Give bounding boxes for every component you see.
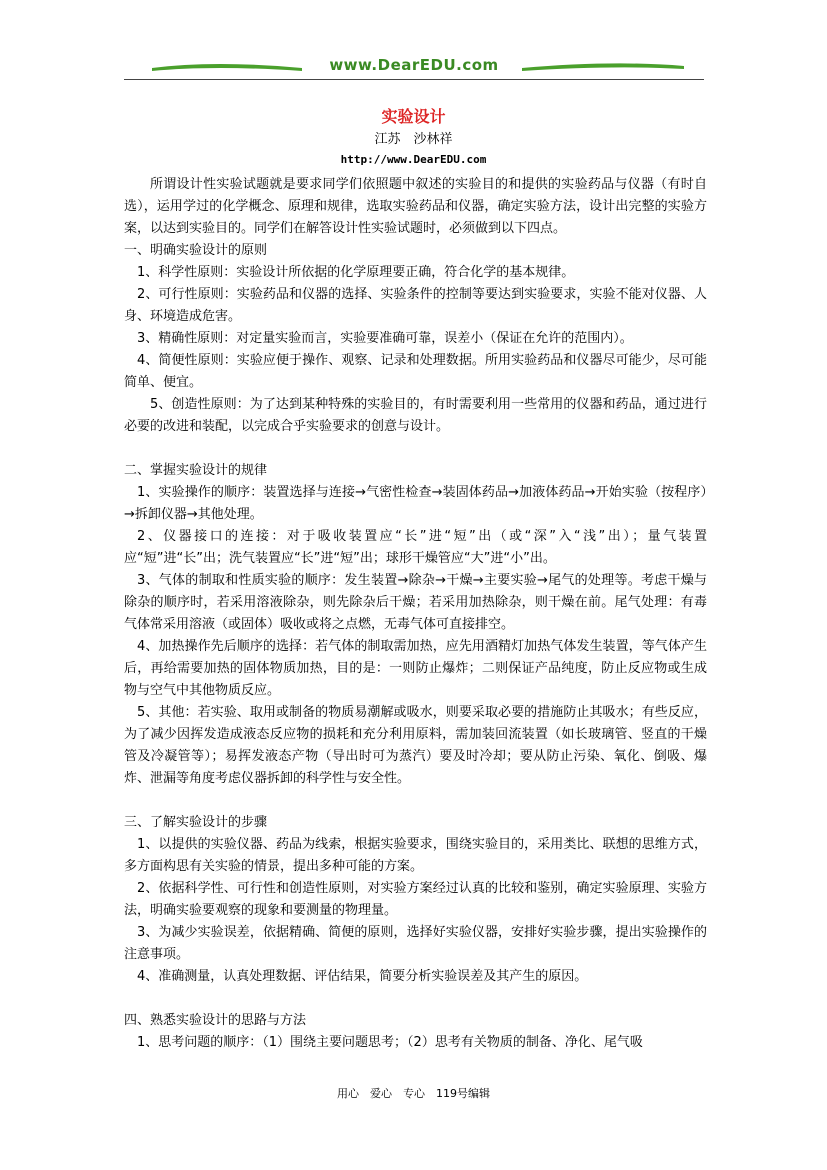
list-item: 3、精确性原则：对定量实验而言，实验要准确可靠，误差小（保证在允许的范围内）。 <box>137 331 633 346</box>
document-url: http://www.DearEDU.com <box>340 153 487 166</box>
list-item: 5、其他：若实验、取用或制备的物质易潮解或吸水，则要采取必要的措施防止其吸水；有些反应，为了减少因挥发造成液态反应物的损耗和充分利用原料，需加装回流装置（如长玻璃管、竖直的干燥管及冷凝管等）；易挥发液态产物（导出时可为蒸汽）要及时冷却；要从防止污染、氧化、倒吸、爆炸、泄漏等角度考虑仪器拆卸的科学性与安全性。 <box>124 705 707 786</box>
header-brand-text: www.DearEDU.com <box>329 56 499 74</box>
list-item: 2、可行性原则：实验药品和仪器的选择、实验条件的控制等要达到实验要求，实验不能对仪器、人身、环境造成危害。 <box>124 287 707 324</box>
section-heading: 四、熟悉实验设计的思路与方法 <box>124 1013 307 1028</box>
section-heading: 三、了解实验设计的步骤 <box>124 815 268 830</box>
intro-paragraph: 所谓设计性实验试题就是要求同学们依照题中叙述的实验目的和提供的实验药品与仪器（有时自选），运用学过的化学概念、原理和规律，选取实验药品和仪器，确定实验方法，设计出完整的实验方案，以达到实验目的。同学们在解答设计性实验试题时，必须做到以下四点。 <box>124 177 707 236</box>
document-body <box>124 174 707 1054</box>
list-item: 5、创造性原则：为了达到某种特殊的实验目的，有时需要利用一些常用的仪器和药品，通过进行必要的改进和装配，以完成合乎实验要求的创意与设计。 <box>124 397 707 434</box>
section-heading: 一、明确实验设计的原则 <box>124 243 268 258</box>
list-item: 4、简便性原则：实验应便于操作、观察、记录和处理数据。所用实验药品和仪器尽可能少，尽可能简单、便宜。 <box>124 353 707 390</box>
document-author: 江苏 沙林祥 <box>374 132 453 147</box>
list-item: 2、依据科学性、可行性和创造性原则，对实验方案经过认真的比较和鉴别，确定实验原理、实验方法，明确实验要观察的现象和要测量的物理量。 <box>124 881 707 918</box>
list-item: 1、思考问题的顺序：（1）围绕主要问题思考；（2）思考有关物质的制备、净化、尾气吸 <box>137 1035 643 1050</box>
document-title: 实验设计 <box>381 107 446 126</box>
list-item: 1、以提供的实验仪器、药品为线索，根据实验要求，围绕实验目的，采用类比、联想的思维方式，多方面构思有关实验的情景，提出多种可能的方案。 <box>124 837 707 874</box>
header-divider <box>124 79 704 80</box>
list-item: 3、气体的制取和性质实验的顺序：发生装置→除杂→干燥→主要实验→尾气的处理等。考虑干燥与除杂的顺序时，若采用溶液除杂，则先除杂后干燥；若采用加热除杂，则干燥在前。尾气处理：有毒气体常采用溶液（或固体）吸收或将之点燃，无毒气体可直接排空。 <box>124 573 707 632</box>
list-item: 2、仪器接口的连接：对于吸收装置应“长”进“短”出（或“深”入“浅”出）；量气装置应“短”进“长”出；洗气装置应“长”进“短”出；球形干燥管应“大”进“小”出。 <box>124 529 707 566</box>
list-item: 4、准确测量，认真处理数据、评估结果，简要分析实验误差及其产生的原因。 <box>137 969 588 984</box>
list-item: 1、实验操作的顺序：装置选择与连接→气密性检查→装固体药品→加液体药品→开始实验（按程序）→拆卸仪器→其他处理。 <box>124 485 707 522</box>
list-item: 4、加热操作先后顺序的选择：若气体的制取需加热，应先用酒精灯加热气体发生装置，等气体产生后，再给需要加热的固体物质加热，目的是：一则防止爆炸；二则保证产品纯度，防止反应物或生成物与空气中其他物质反应。 <box>124 639 707 698</box>
section-heading: 二、掌握实验设计的规律 <box>124 463 268 478</box>
list-item: 3、为减少实验误差，依据精确、简便的原则，选择好实验仪器，安排好实验步骤，提出实验操作的注意事项。 <box>124 925 707 962</box>
page-footer: 用心 爱心 专心 119号编辑 <box>337 1087 490 1100</box>
list-item: 1、科学性原则：实验设计所依据的化学原理要正确，符合化学的基本规律。 <box>137 265 575 280</box>
